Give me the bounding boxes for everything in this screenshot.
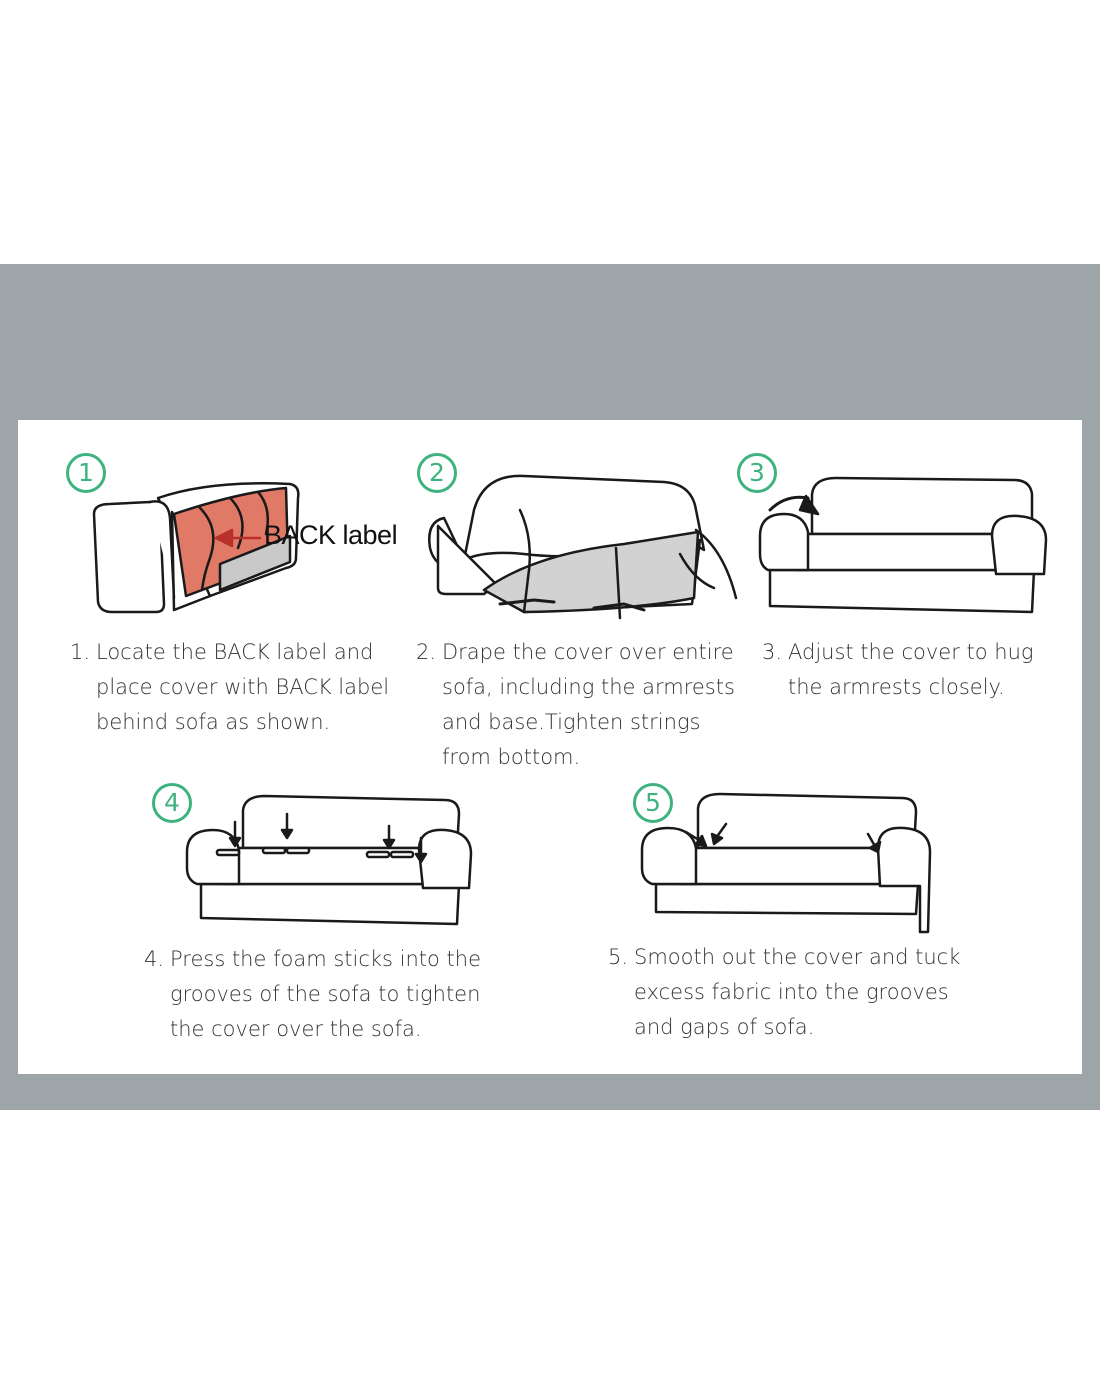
- step-5-badge: 5: [633, 783, 673, 823]
- step-1-badge: 1: [66, 453, 106, 493]
- step-2-badge: 2: [417, 453, 457, 493]
- step-4-badge: 4: [152, 783, 192, 823]
- step-5-number: 5.: [608, 945, 629, 969]
- step-3-number: 3.: [762, 640, 783, 664]
- step-1-line-3: behind sofa as shown.: [96, 710, 331, 734]
- step-1-number: 1.: [70, 640, 91, 664]
- step-2-number: 2.: [416, 640, 437, 664]
- step-4-line-1: Press the foam sticks into the: [170, 947, 482, 971]
- step-5-sofa-illustration: [640, 790, 935, 935]
- step-2-text: [416, 635, 735, 775]
- step-2-line-4: from bottom.: [442, 745, 581, 769]
- step-5-line-1: Smooth out the cover and tuck: [634, 945, 961, 969]
- step-4-number: 4.: [144, 947, 165, 971]
- step-1-text: [70, 635, 389, 740]
- step-1-line-1: Locate the BACK label and: [96, 640, 374, 664]
- step-4-sofa-illustration: [183, 792, 473, 932]
- step-4-line-2: grooves of the sofa to tighten: [170, 982, 481, 1006]
- step-3-text: [762, 635, 1034, 705]
- step-3-line-1: Adjust the cover to hug: [788, 640, 1034, 664]
- step-4-line-3: the cover over the sofa.: [170, 1017, 422, 1041]
- step-3-line-2: the armrests closely.: [788, 675, 1005, 699]
- step-5-line-3: and gaps of sofa.: [634, 1015, 815, 1039]
- step-2-line-3: and base.Tighten strings: [442, 710, 701, 734]
- step-5-text: [608, 940, 960, 1045]
- back-label-callout: BACK label: [264, 520, 398, 550]
- step-2-line-1: Drape the cover over entire: [442, 640, 734, 664]
- step-5-line-2: excess fabric into the grooves: [634, 980, 949, 1004]
- step-3-badge: 3: [737, 453, 777, 493]
- step-2-sofa-illustration: [424, 470, 739, 630]
- step-3-sofa-illustration: [756, 474, 1051, 619]
- step-2-line-2: sofa, including the armrests: [442, 675, 735, 699]
- step-1-line-2: place cover with BACK label: [96, 675, 390, 699]
- step-4-text: [144, 942, 481, 1047]
